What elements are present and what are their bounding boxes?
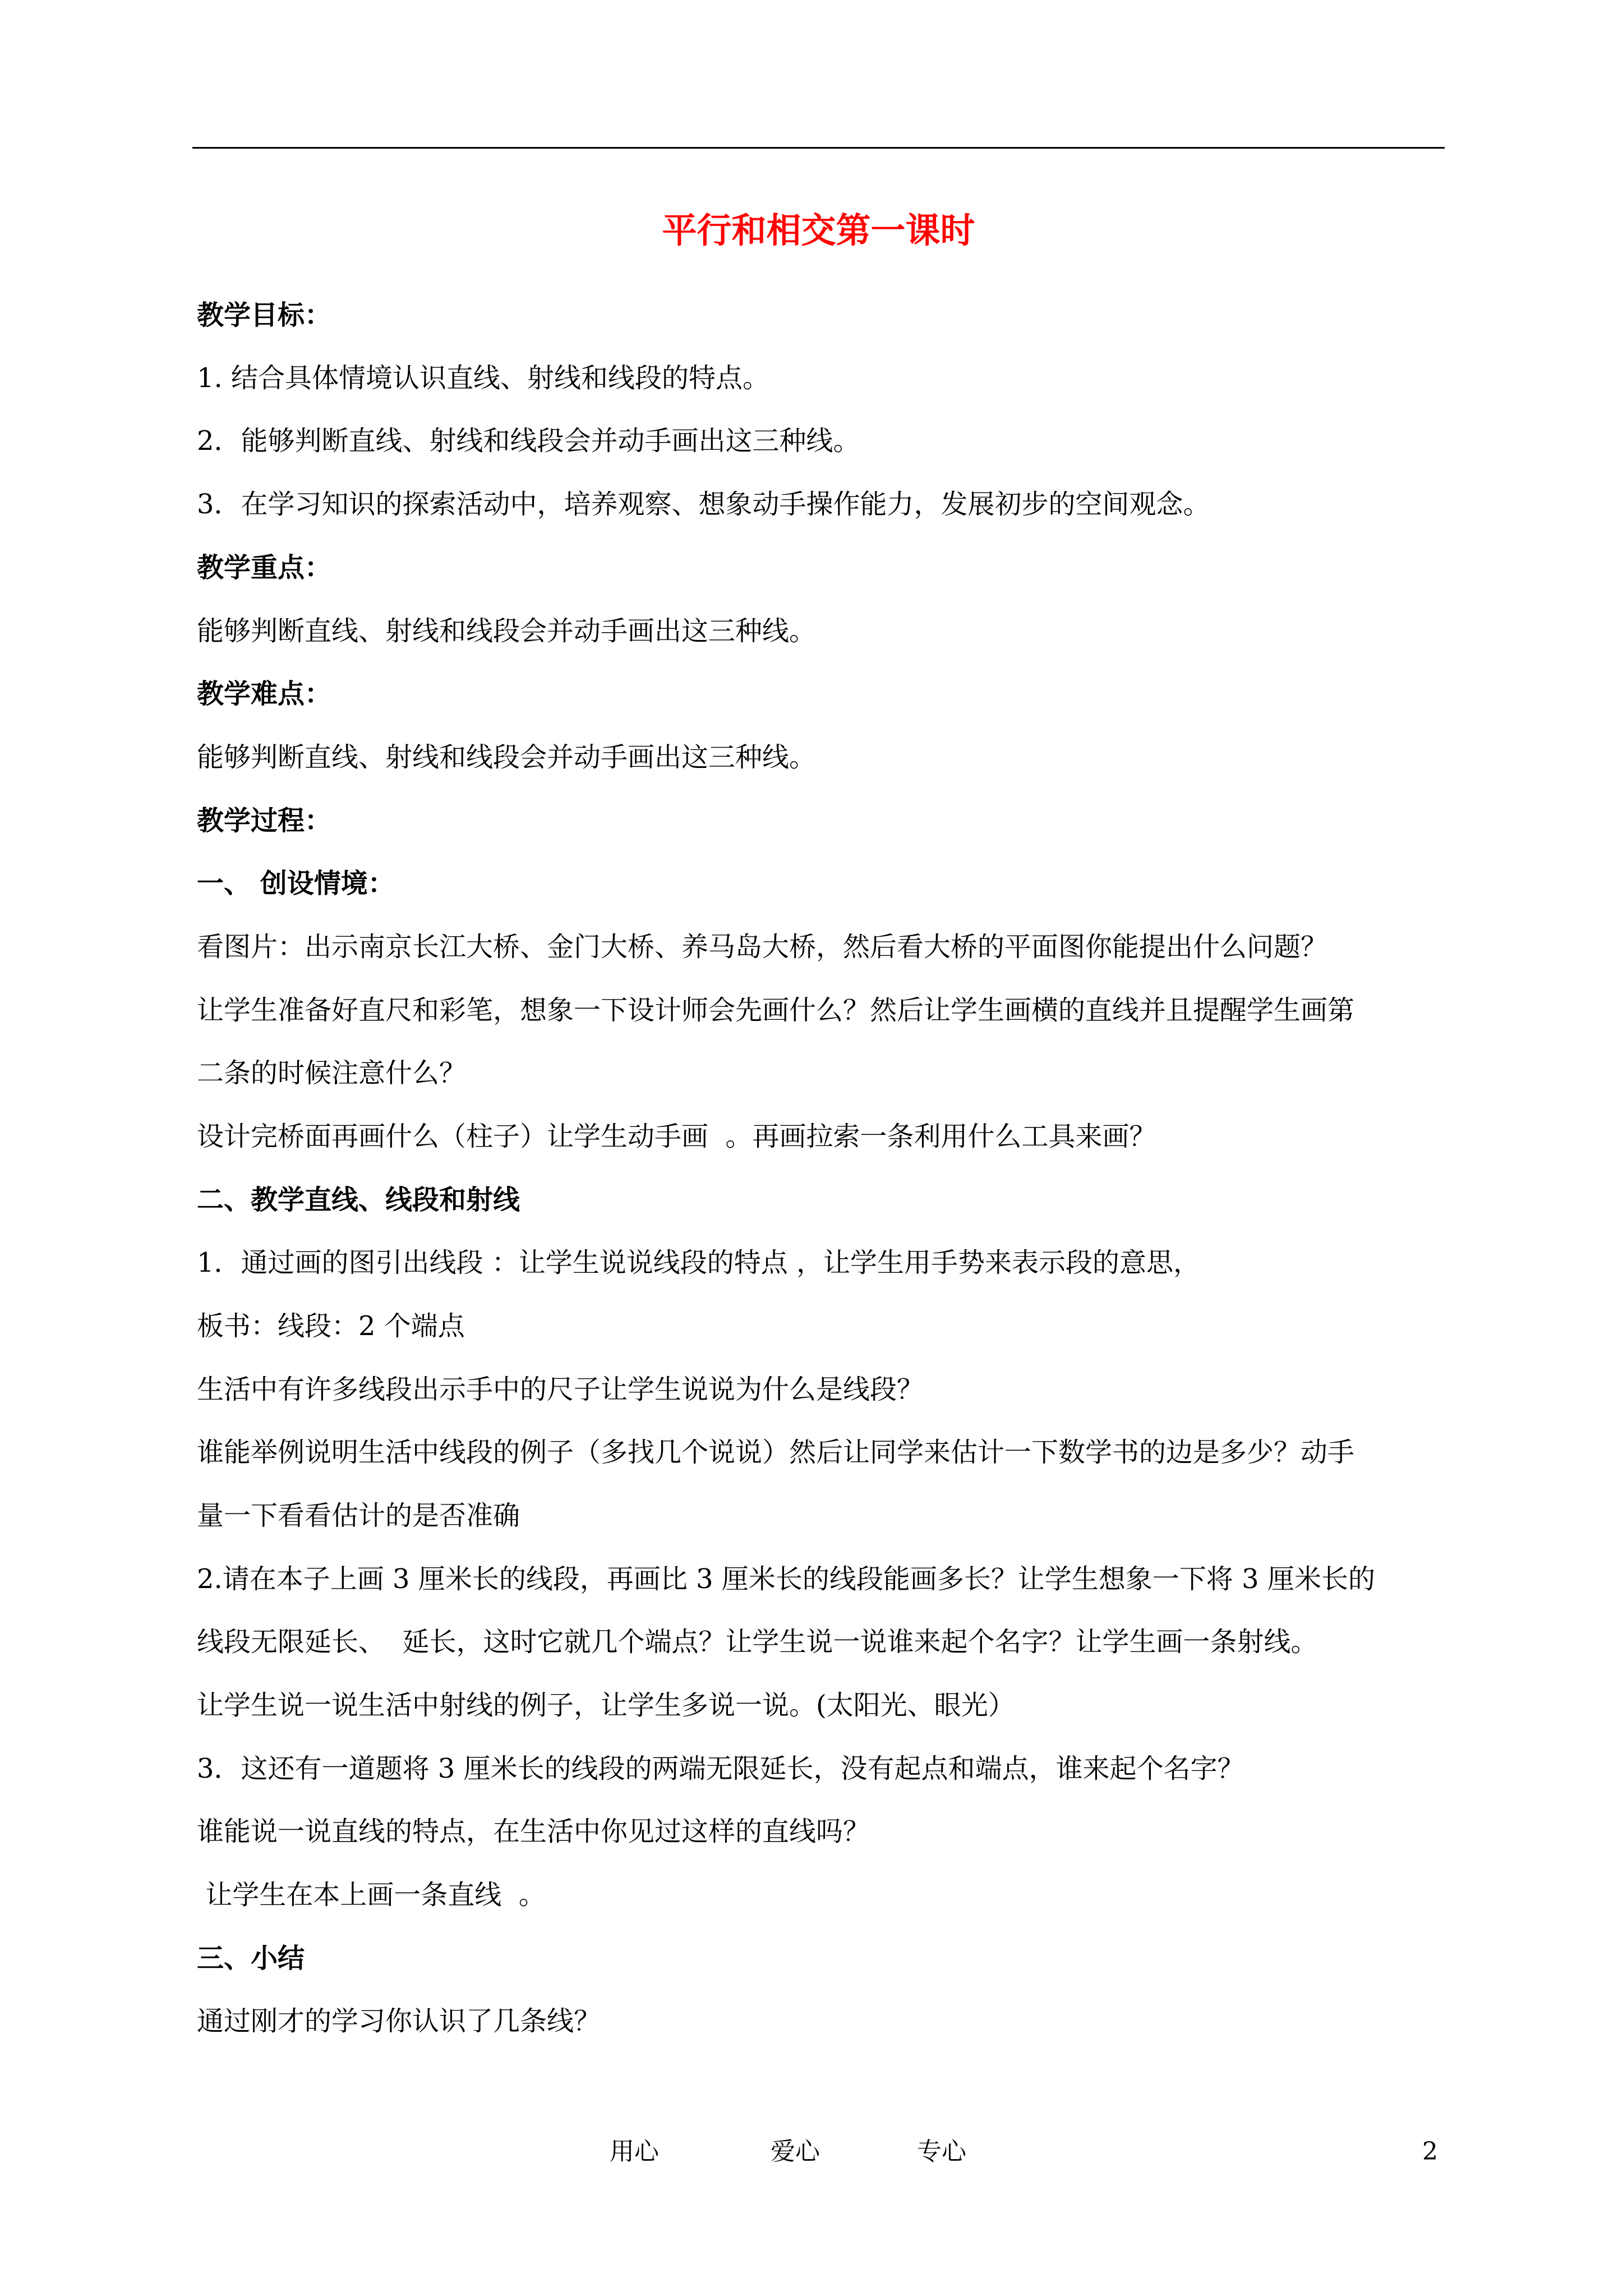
section-heading-3: 三、小结	[197, 1943, 305, 1974]
heading-difficulties: 教学难点：	[197, 678, 332, 710]
paragraph-line: 设计完桥面再画什么（柱子）让学生动手画 。再画拉索一条利用什么工具来画？	[197, 1121, 1156, 1152]
paragraph-line: 3．在学习知识的探索活动中，培养观察、想象动手操作能力，发展初步的空间观念。	[197, 489, 1210, 520]
paragraph-line: 谁能举例说明生活中线段的例子（多找几个说说）然后让同学来估计一下数学书的边是多少？动手	[197, 1437, 1355, 1468]
paragraph-line: 通过刚才的学习你认识了几条线？	[197, 2005, 601, 2037]
footer-motto: 用心	[610, 2137, 659, 2166]
paragraph-line: 2．能够判断直线、射线和线段会并动手画出这三种线。	[197, 425, 860, 457]
paragraph-line: 线段无限延长、 延长，这时它就几个端点？让学生说一说谁来起个名字？让学生画一条射线。	[197, 1626, 1318, 1658]
footer-motto: 爱心	[771, 2137, 820, 2166]
paragraph-line: 能够判断直线、射线和线段会并动手画出这三种线。	[197, 615, 817, 647]
section-heading-2: 二、教学直线、线段和射线	[197, 1184, 520, 1216]
document-title: 平行和相交第一课时	[662, 210, 975, 251]
header-rule	[192, 147, 1445, 149]
paragraph-line: 看图片：出示南京长江大桥、金门大桥、养马岛大桥，然后看大桥的平面图你能提出什么问题？	[197, 931, 1328, 963]
paragraph-line: 2.请在本子上画 3 厘米长的线段，再画比 3 厘米长的线段能画多长？让学生想象一下将 3 厘米长的	[197, 1563, 1375, 1595]
footer-motto: 专心	[917, 2137, 966, 2166]
paragraph-line: 3．这还有一道题将 3 厘米长的线段的两端无限延长，没有起点和端点，谁来起个名字？	[197, 1753, 1244, 1784]
heading-objectives: 教学目标：	[197, 300, 332, 331]
paragraph-line: 生活中有许多线段出示手中的尺子让学生说说为什么是线段？	[197, 1374, 924, 1405]
paragraph-line: 板书：线段：2 个端点	[197, 1310, 465, 1342]
heading-key-points: 教学重点：	[197, 552, 332, 583]
paragraph-line: 让学生在本上画一条直线 。	[197, 1879, 546, 1911]
paragraph-line: 二条的时候注意什么？	[197, 1057, 467, 1089]
paragraph-line: 谁能说一说直线的特点，在生活中你见过这样的直线吗？	[197, 1816, 870, 1847]
paragraph-line: 1．通过画的图引出线段 ：让学生说说线段的特点 ，让学生用手势来表示段的意思，	[197, 1247, 1201, 1278]
paragraph-line: 让学生准备好直尺和彩笔，想象一下设计师会先画什么？然后让学生画横的直线并且提醒学生画第	[197, 995, 1355, 1026]
heading-process: 教学过程：	[197, 805, 332, 836]
page-number: 2	[1422, 2137, 1438, 2166]
paragraph-line: 量一下看看估计的是否准确	[197, 1500, 520, 1531]
paragraph-line: 1. 结合具体情境认识直线、射线和线段的特点。	[197, 362, 770, 394]
paragraph-line: 能够判断直线、射线和线段会并动手画出这三种线。	[197, 742, 817, 773]
paragraph-line: 让学生说一说生活中射线的例子，让学生多说一说。(太阳光、眼光）	[197, 1690, 1015, 1721]
section-heading-1: 一、 创设情境：	[197, 868, 395, 899]
